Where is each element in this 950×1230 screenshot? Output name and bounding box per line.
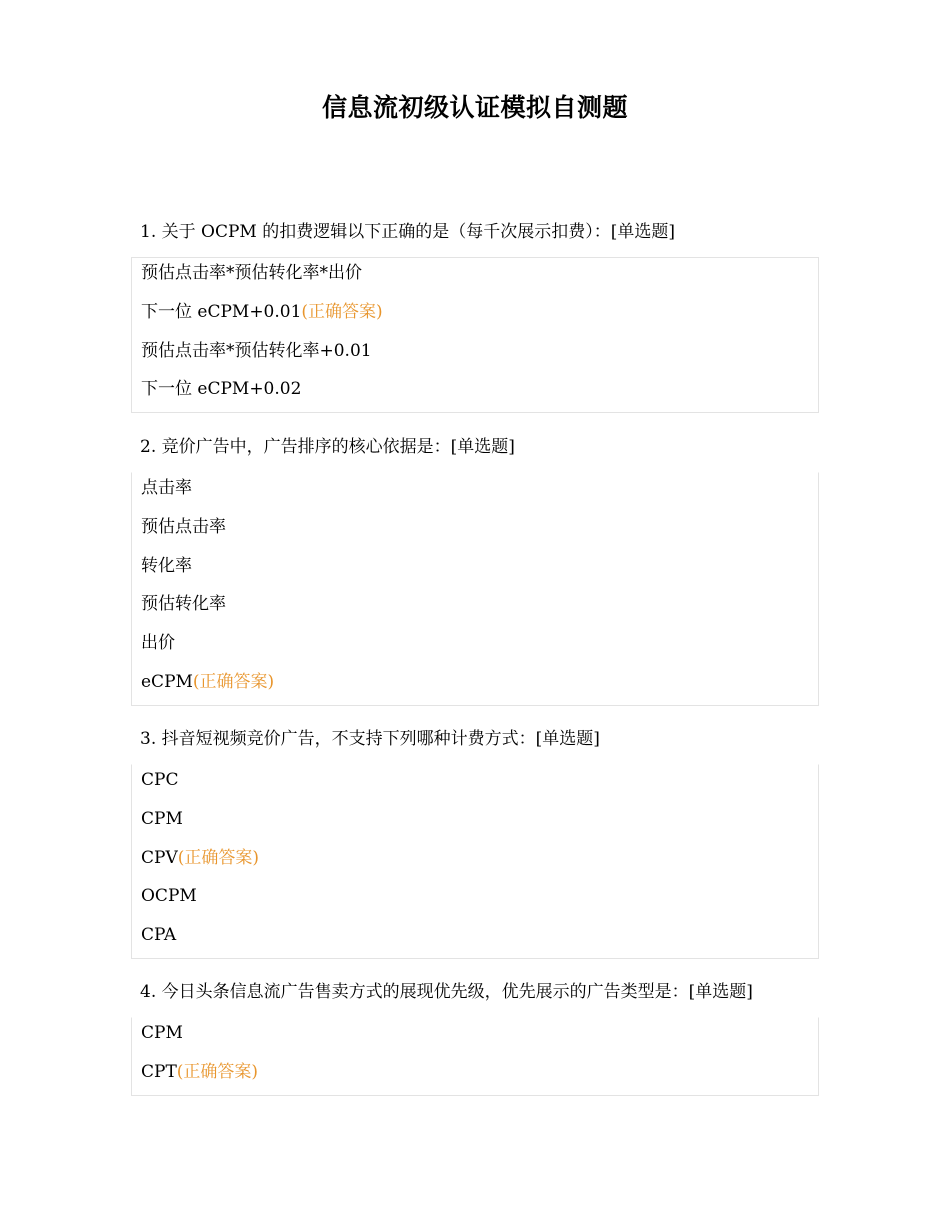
option-text: 预估点击率*预估转化率+0.01 <box>141 340 372 361</box>
question-text: 1. 关于 OCPM 的扣费逻辑以下正确的是（每千次展示扣费）：[单选题] <box>140 222 675 242</box>
options-box <box>131 472 819 706</box>
option <box>132 1022 818 1061</box>
option-text: CPM <box>141 1023 183 1043</box>
option-text: 出价 <box>141 633 175 654</box>
option <box>132 555 818 594</box>
correct-answer-mark: (正确答案) <box>301 301 383 322</box>
option-text: 点击率 <box>141 478 192 498</box>
options-box <box>131 1017 819 1096</box>
option <box>132 924 818 956</box>
question-text: 4. 今日头条信息流广告售卖方式的展现优先级，优先展示的广告类型是：[单选题] <box>140 982 753 1002</box>
option <box>132 1061 818 1093</box>
option <box>132 477 818 516</box>
option <box>132 808 818 847</box>
option-text: 预估点击率*预估转化率*出价 <box>141 263 362 283</box>
option-text: CPT <box>141 1061 177 1082</box>
question-2 <box>131 436 819 706</box>
option <box>132 593 818 632</box>
option <box>132 301 818 340</box>
option-text: eCPM <box>141 671 193 692</box>
question-3 <box>131 728 819 959</box>
question-text: 3. 抖音短视频竞价广告，不支持下列哪种计费方式：[单选题] <box>140 729 600 749</box>
option <box>132 671 818 703</box>
option <box>132 885 818 924</box>
option-text: 预估转化率 <box>141 594 226 615</box>
options-box <box>131 764 819 959</box>
correct-answer-mark: (正确答案) <box>177 847 259 868</box>
option-text: CPV <box>141 847 178 868</box>
option <box>132 632 818 671</box>
option-text: CPC <box>141 770 179 790</box>
option-text: 转化率 <box>141 555 192 576</box>
page-title: 信息流初级认证模拟自测题 <box>321 93 628 122</box>
option-text: CPM <box>141 808 183 829</box>
option <box>132 340 818 379</box>
option-text: 预估点击率 <box>141 516 226 537</box>
options-box <box>131 257 819 413</box>
option <box>132 847 818 886</box>
question-text: 2. 竞价广告中，广告排序的核心依据是：[单选题] <box>140 437 515 457</box>
option-text: 下一位 eCPM+0.01 <box>141 301 302 322</box>
option-text: OCPM <box>141 886 197 907</box>
correct-answer-mark: (正确答案) <box>192 671 275 692</box>
option-text: CPA <box>141 925 177 946</box>
option-text: 下一位 eCPM+0.02 <box>141 379 302 400</box>
correct-answer-mark: (正确答案) <box>176 1061 259 1082</box>
option <box>132 769 818 808</box>
question-1 <box>131 221 819 413</box>
question-4 <box>131 981 819 1096</box>
option <box>132 516 818 555</box>
option <box>132 262 818 301</box>
option <box>132 378 818 410</box>
